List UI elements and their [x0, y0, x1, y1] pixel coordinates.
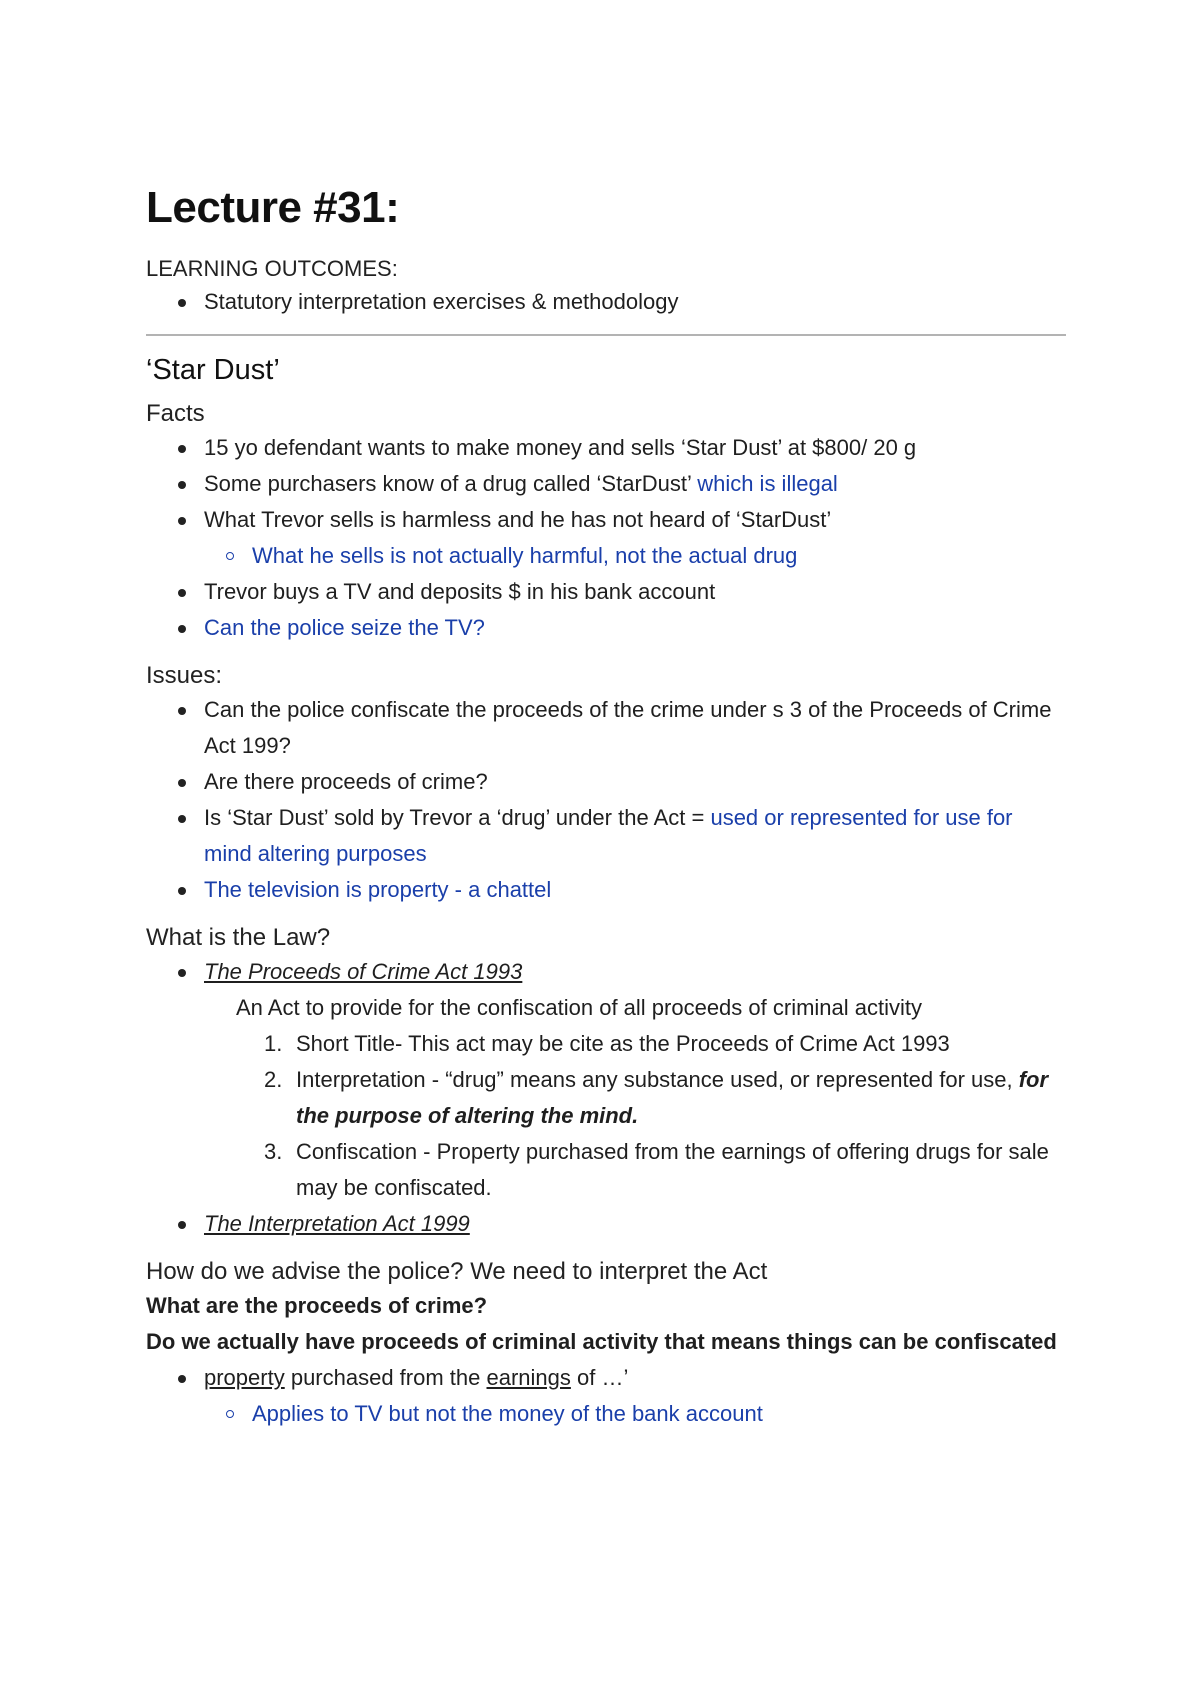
list-item	[204, 800, 1066, 872]
divider	[146, 334, 1066, 336]
law-list	[146, 954, 1066, 990]
list-item: Can the police seize the TV?	[204, 610, 1066, 646]
list-item: The television is property - a chattel	[204, 872, 1066, 908]
law-heading: What is the Law?	[146, 924, 331, 951]
list-item	[204, 502, 1066, 574]
list-item	[204, 1206, 1066, 1242]
item-text: of …’	[570, 1365, 629, 1390]
case-title: ‘Star Dust’	[146, 354, 280, 386]
document-content	[146, 182, 1066, 1432]
list-item	[204, 466, 1066, 502]
sub-list	[204, 1396, 1066, 1432]
facts-heading: Facts	[146, 400, 205, 427]
list-item	[204, 1360, 1066, 1432]
list-item: Are there proceeds of crime?	[204, 764, 1066, 800]
sub-list-item: What he sells is not actually harmful, not the actual drug	[252, 538, 1066, 574]
learning-outcomes-list	[146, 284, 1066, 320]
fact-text: Some purchasers know of a drug called ‘StarDust’	[204, 471, 698, 496]
advise-list	[146, 1360, 1066, 1432]
section-item	[296, 1062, 1066, 1134]
sub-list-item: Applies to TV but not the money of the bank account	[252, 1396, 1066, 1432]
learning-outcomes-heading: LEARNING OUTCOMES:	[146, 256, 398, 281]
underlined-term: earnings	[486, 1365, 571, 1390]
item-text: purchased from the	[284, 1365, 487, 1390]
advise-heading: How do we advise the police? We need to interpret the Act	[146, 1258, 768, 1285]
advise-question: What are the proceeds of crime?	[146, 1293, 488, 1318]
fact-annotation: which is illegal	[697, 471, 838, 496]
issue-annotation: used or represented for use for mind altering purposes	[204, 805, 1013, 866]
underlined-term: property	[204, 1365, 285, 1390]
act-description: An Act to provide for the confiscation of all proceeds of criminal activity	[236, 995, 922, 1020]
list-item	[204, 954, 1066, 990]
act-title: The Interpretation Act 1999	[204, 1211, 470, 1236]
issues-list	[146, 692, 1066, 908]
list-item: 15 yo defendant wants to make money and sells ‘Star Dust’ at $800/ 20 g	[204, 430, 1066, 466]
list-item: Trevor buys a TV and deposits $ in his bank account	[204, 574, 1066, 610]
section-item: Short Title- This act may be cite as the Proceeds of Crime Act 1993	[296, 1031, 950, 1056]
list-item: Can the police confiscate the proceeds of the crime under s 3 of the Proceeds of Crime Act 199?	[204, 692, 1066, 764]
sub-list	[204, 538, 1066, 574]
list-item: Statutory interpretation exercises & methodology	[204, 284, 1066, 320]
page-title: Lecture #31:	[146, 183, 400, 232]
act-title: The Proceeds of Crime Act 1993	[204, 959, 523, 984]
facts-list	[146, 430, 1066, 646]
fact-text: What Trevor sells is harmless and he has not heard of ‘StarDust’	[204, 507, 832, 532]
issue-text: Is ‘Star Dust’ sold by Trevor a ‘drug’ under the Act =	[204, 805, 711, 830]
law-list-2	[146, 1206, 1066, 1242]
issues-heading: Issues:	[146, 662, 223, 689]
advise-question: Do we actually have proceeds of criminal activity that means things can be confiscated	[146, 1329, 1057, 1354]
section-text: Interpretation - “drug” means any substance used, or represented for use,	[296, 1067, 1019, 1092]
section-item: Confiscation - Property purchased from the earnings of offering drugs for sale may be confiscated.	[296, 1139, 1049, 1200]
section-emphasis: for the purpose of altering the mind.	[296, 1067, 1049, 1128]
act-sections	[146, 1026, 1066, 1206]
